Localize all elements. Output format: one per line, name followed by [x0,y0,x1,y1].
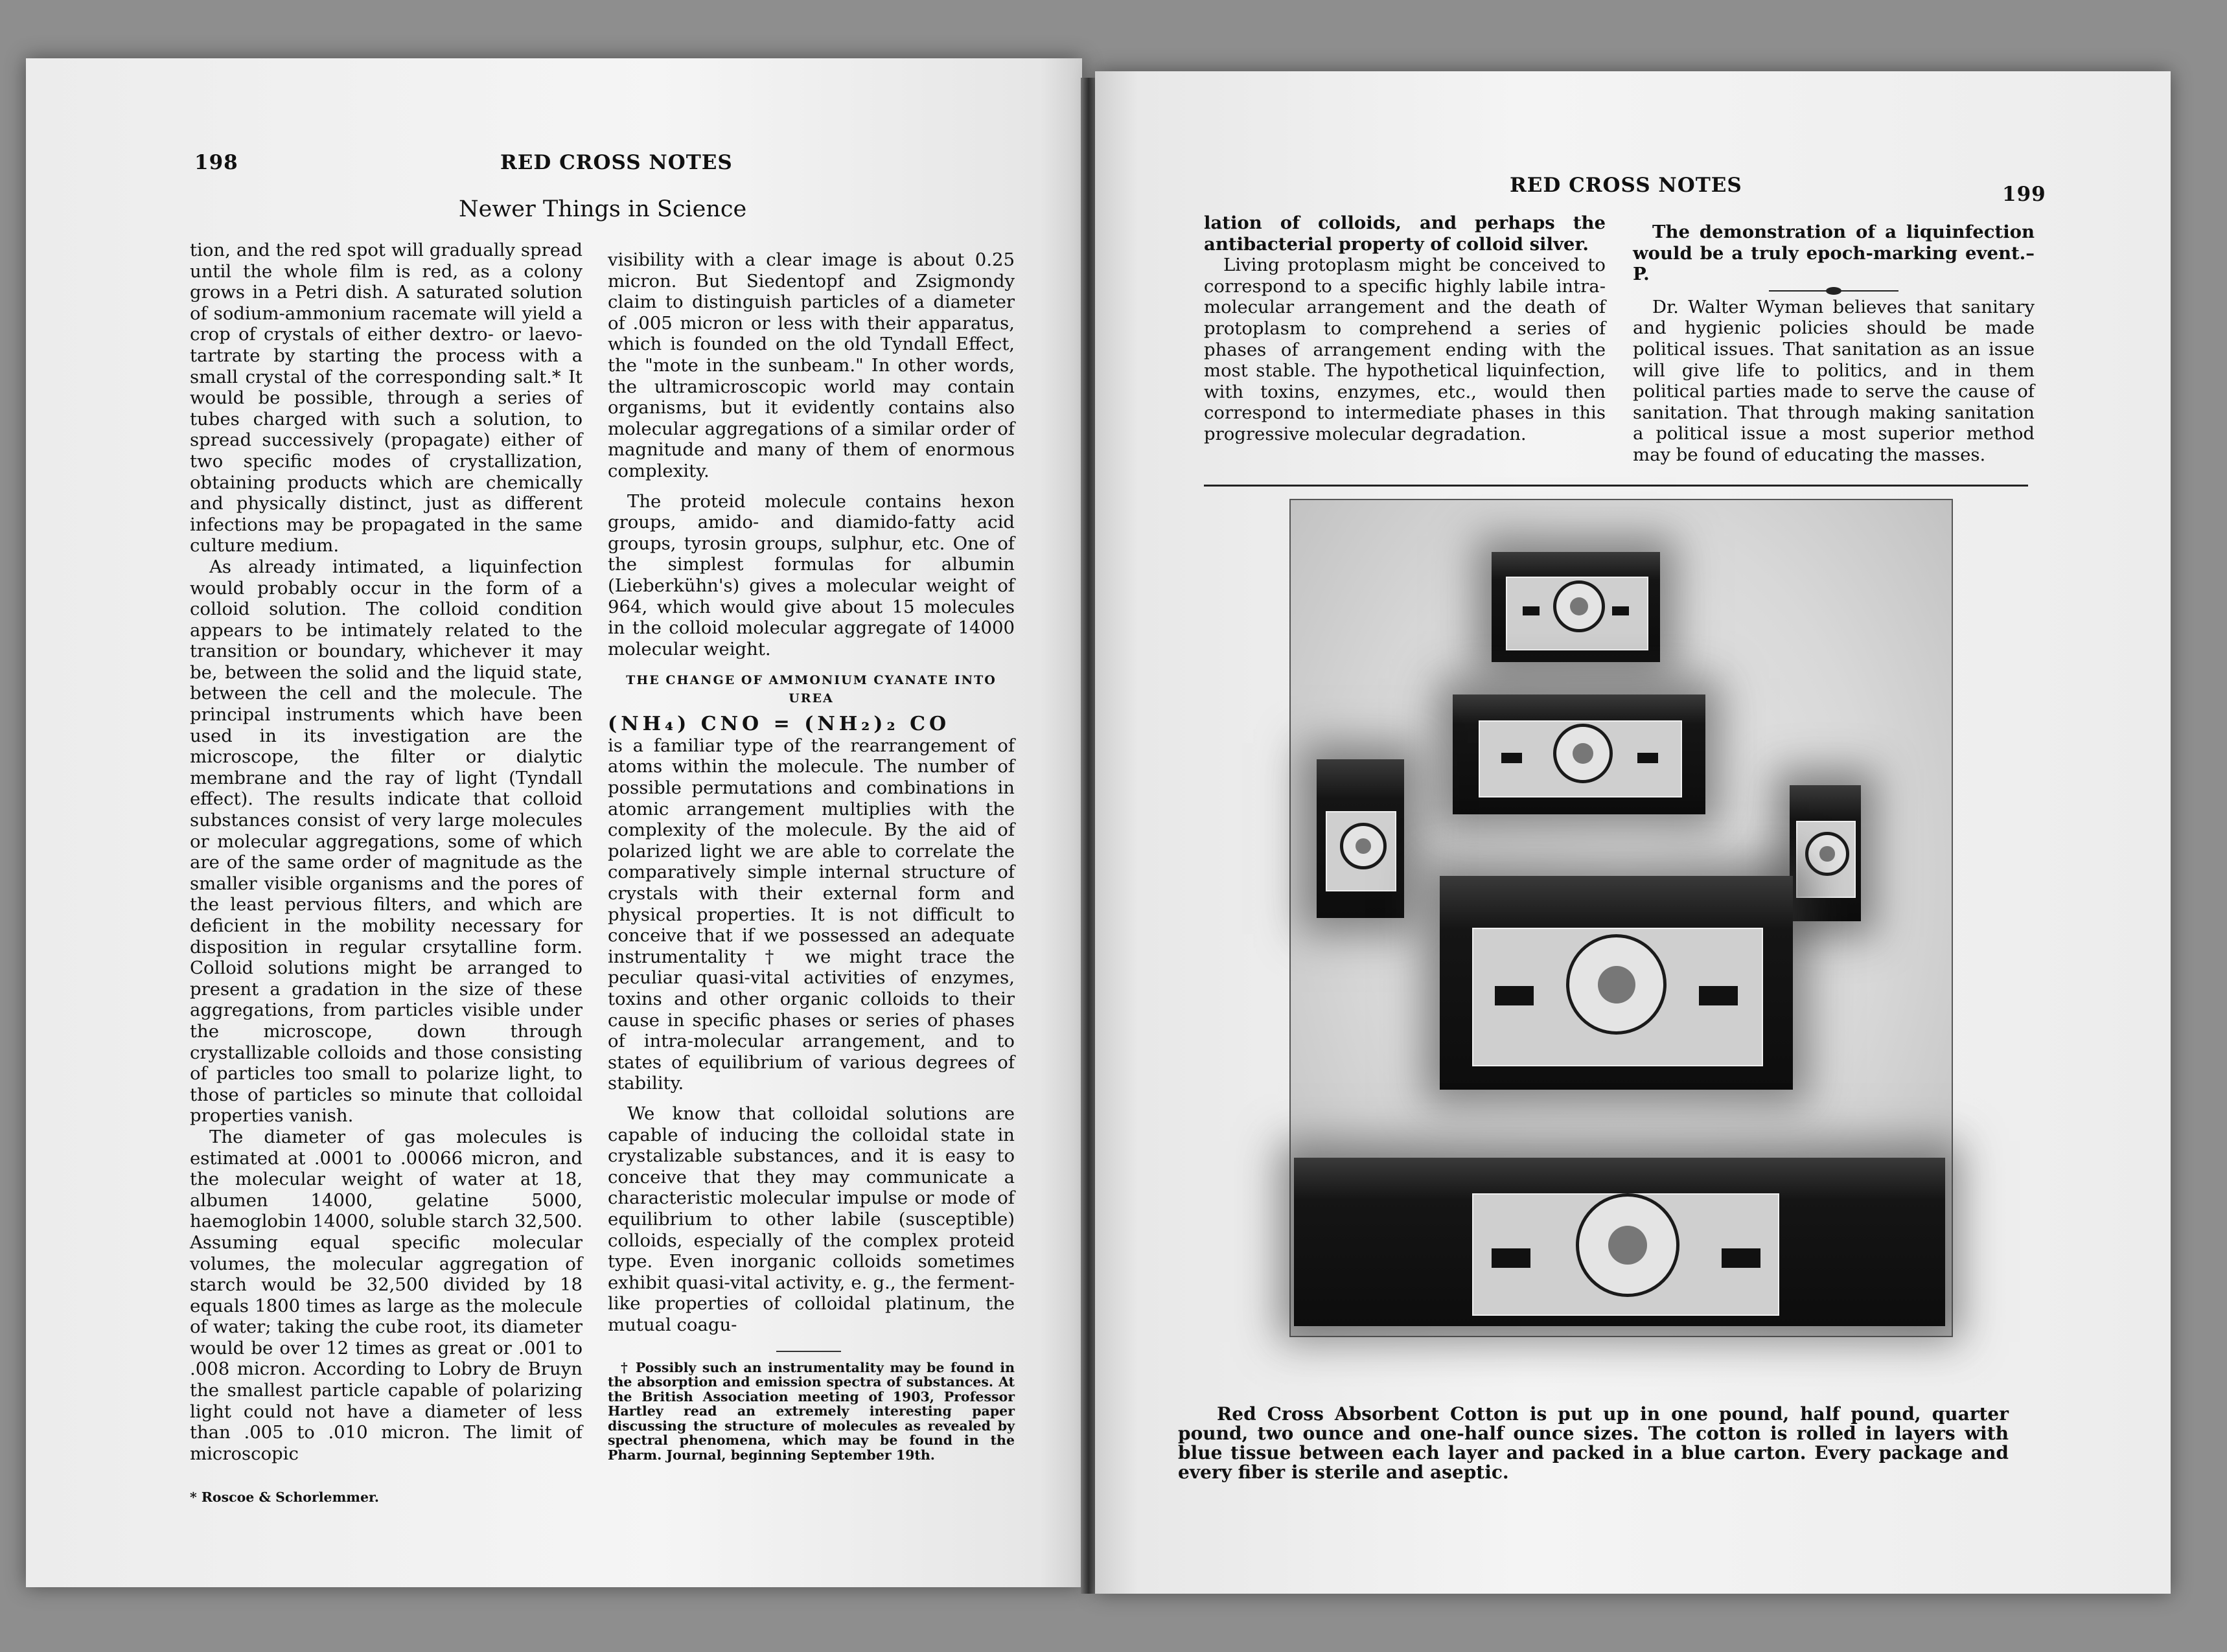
paragraph: lation of colloids, and perhaps the antibacterial property of colloid silver. [1204,212,1606,255]
book-gutter [1081,78,1096,1594]
divider-rule [1204,485,2028,487]
right-column-1 [1204,212,1606,445]
paragraph: The diameter of gas molecules is estimated at .0001 to .00066 micron, and the molecular weight of water at 18, albumen 14000, gelatine 5000, haemoglobin 14000, soluble starch 32,500. Assuming equal specific molecular volumes, the molecular aggregation of starch would be 32,500 divided by 18 equals 1800 times as large as the molecule of water; taking the cube root, its diameter would be over 12 times as great or .001 to .008 micron. According to Lobry de Bruyn the smallest particle capable of polarizing light could not have a diameter of less than .005 to .010 micron. The limit of microscopic [190,1126,583,1464]
right-page-number: 199 [2002,183,2046,206]
box-extra-large [1294,1158,1945,1326]
paragraph: As already intimated, a liquinfection would probably occur in the form of a colloid solution. The colloid condition appears to be intimately related to the transition or boundary, whichever it may be, between the solid and the liquid state, between the cell and the molecule. The principal instruments which have been used in its investigation are the microscope, the filter or dialytic membrane and the ray of light (Tyndall effect). The results indicate that colloid substances consist of very large molecules or molecular aggregations, some of which are of the same order of magnitude as the smaller visible organisms and the pores of the least pervious filters, and which are deficient in the mobility necessary for disposition in regular crsytalline form. Colloid solutions might be arranged to present a gradation in the size of these aggregations, from particles visible under the microscope, down through crystallizable colloids and those consisting of particles too small to polarize light, to those of particles so minute that colloidal properties vanish. [190,556,583,1127]
left-running-head: RED CROSS NOTES [500,151,733,174]
box-medium [1453,694,1705,814]
ornament-rule [1769,290,1898,292]
left-column-2 [608,249,1015,1462]
left-column-1 [190,240,583,1505]
paragraph: tion, and the red spot will gradually spread until the whole film is red, as a colony grows in a Petri dish. A saturated solution of sodium-ammonium racemate will yield a crop of crystals of either dextro- or laevo-tartrate by starting the process with a small crystal of the corresponding salt.* It would be possible, through a series of tubes charged with such a solution, to spread successively (propagate) either of two specific modes of crystallization, obtaining products which are chemically and physically distinct, just as different infections may be propagated in the same culture medium. [190,240,583,556]
box-large [1440,876,1793,1090]
product-photograph [1289,499,1953,1337]
paragraph: The proteid molecule contains hexon groups, amido- and diamido-fatty acid groups, tyrosin groups, sulphur, etc. One of the simplest formulas for albumin (Lieberkühn's) gives a molecular weight of 964, which would give about 15 molecules in the colloid molecular aggregate of 14000 molecular weight. [608,490,1015,660]
footnote: † Possibly such an instrumentality may be found in the absorption and emission spectra of substances. At the British Association meeting of 1903, Professor Hartley read an extremely interesting paper discussing the structure of molecules as revealed by spectral phenomena, which may be found in the Pharm. Journal, beginning September 19th. [608,1359,1015,1463]
right-column-2 [1633,222,2035,466]
paragraph: is a familiar type of the rearrangement of atoms within the molecule. The number of possible permutations and combinations in atomic arrangement multiplies with the complexity of the molecule. By the aid of polarized light we are able to correlate the comparatively simple internal structure of crystals with their external form and physical properties. It is not difficult to conceive that if we possessed an adequate instrumentality † we might trace the peculiar quasi-vital activities of enzymes, toxins and other organic colloids to their cause in specific phases or series of phases of intra-molecular arrangement, and to states of equilibrium of various degrees of stability. [608,735,1015,1094]
section-title: Newer Things in Science [459,196,747,222]
box-small [1492,552,1660,662]
box-tube-left [1317,759,1404,918]
photo-caption: Red Cross Absorbent Cotton is put up in one pound, half pound, quarter pound, two ounce and one-half ounce sizes. The cotton is rolled in layers with blue tissue between each layer and packed in a blue carton. Every package and every fiber is sterile and aseptic. [1178,1403,2009,1483]
chemical-formula: (NH₄) CNO = (NH₂)₂ CO [608,713,951,736]
paragraph: The demonstration of a liquinfection would be a truly epoch-marking event.–P. [1633,222,2035,285]
paragraph: We know that colloidal solutions are capable of inducing the colloidal state in crystalizable substances, and it is easy to conceive that they may communicate a characteristic molecular impulse or mode of equilibrium to other labile (susceptible) colloids, especially of the complex proteid type. Even inorganic colloids sometimes exhibit quasi-vital activity, e. g., the ferment-like properties of colloidal platinum, the mutual coagu- [608,1103,1015,1335]
box-tube-right [1790,785,1861,921]
paragraph: Living protoplasm might be conceived to correspond to a specific highly labile intra-molecular arrangement and the death of protoplasm to comprehend a series of phases of arrangement ending with the most stable. The hypothetical liquinfection, with toxins, enzymes, etc., would then correspond to intermediate phases in this progressive molecular degradation. [1204,255,1606,444]
subheading: THE CHANGE OF AMMONIUM CYANATE INTO UREA [626,673,997,706]
left-page-number: 198 [194,151,238,174]
footnote-rule [776,1351,841,1352]
footnote: * Roscoe & Schorlemmer. [190,1489,380,1506]
paragraph: Dr. Walter Wyman believes that sanitary and hygienic policies should be made political issues. That sanitation as an issue will give life to politics, and in them political parties made to serve the cause of sanitation. That through making sanitation a political issue a most superior method may be found of educating the masses. [1633,296,2035,465]
right-running-head: RED CROSS NOTES [1510,174,1742,197]
paragraph: visibility with a clear image is about 0.25 micron. But Siedentopf and Zsigmondy claim to distinguish particles of a diameter of .005 micron or less with their apparatus, which is founded on the old Tyndall Effect, the "mote in the sunbeam." In other words, the ultramicroscopic world may contain organisms, but it evidently contains also molecular aggregations of a similar order of magnitude and many of them of enormous complexity. [608,249,1015,481]
